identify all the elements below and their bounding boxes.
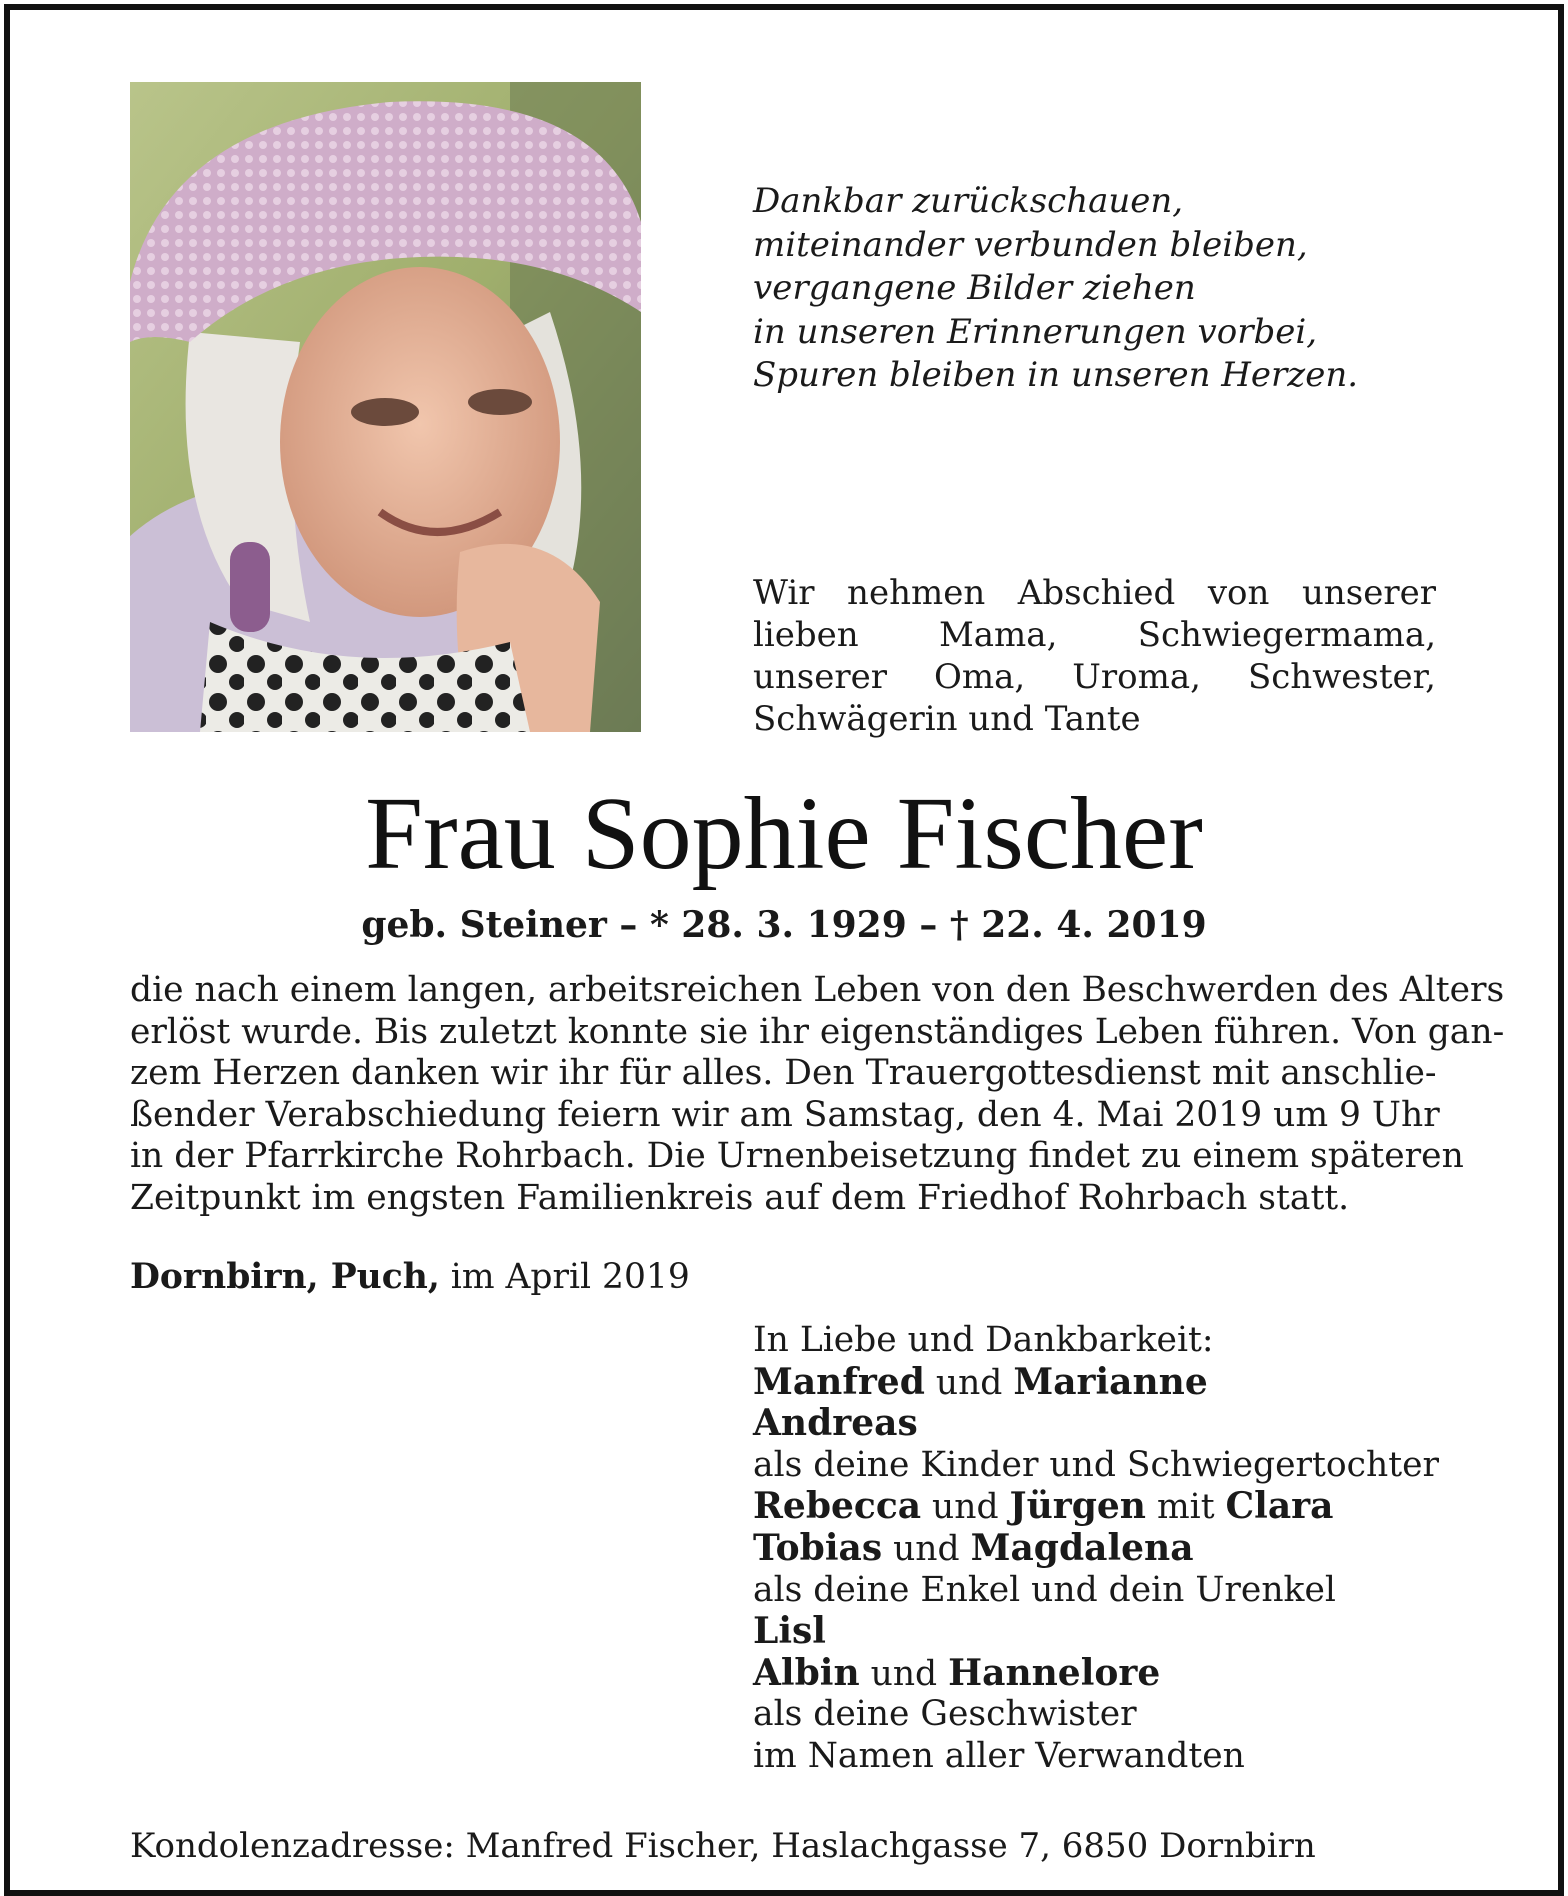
mourner-text: im Namen aller Verwandten <box>753 1735 1245 1776</box>
mourner-text: mit <box>1145 1487 1226 1528</box>
mourner-row <box>753 1694 1453 1736</box>
place-and-date <box>130 1256 690 1298</box>
place-names: Dornbirn, Puch, <box>130 1257 440 1297</box>
poem-line: vergangene Bilder ziehen <box>753 268 1196 308</box>
mourner-text: und <box>882 1528 971 1569</box>
mourner-row <box>753 1528 1453 1570</box>
mourner-name: Marianne <box>1013 1360 1208 1403</box>
mourner-name: Tobias <box>753 1526 883 1569</box>
obituary-line: zem Herzen danken wir ihr für alles. Den Trauergottesdienst mit anschlie- <box>130 1053 1437 1093</box>
date-text: im April 2019 <box>439 1257 690 1297</box>
obituary-line: in der Pfarrkirche Rohrbach. Die Urnenbeisetzung findet zu einem späteren <box>130 1136 1464 1176</box>
poem-line: Dankbar zurückschauen, <box>753 181 1184 221</box>
mourner-row <box>753 1736 1453 1778</box>
mourner-text: als deine Geschwister <box>753 1694 1137 1735</box>
mourner-text: als deine Enkel und dein Urenkel <box>753 1569 1336 1610</box>
mourner-row <box>753 1403 1453 1445</box>
mourner-row <box>753 1570 1453 1612</box>
mourner-row <box>753 1362 1453 1404</box>
condolence-address: Kondolenzadresse: Manfred Fischer, Haslachgasse 7, 6850 Dornbirn <box>130 1826 1316 1866</box>
mourner-name: Magdalena <box>970 1526 1194 1569</box>
birth-death-dates: geb. Steiner – * 28. 3. 1929 – † 22. 4. 2019 <box>361 904 1207 946</box>
mourner-name: Clara <box>1225 1485 1334 1528</box>
obituary-line: erlöst wurde. Bis zuletzt konnte sie ihr eigenständiges Leben führen. Von gan- <box>130 1011 1505 1052</box>
mourner-text: und <box>859 1653 949 1694</box>
mourner-name: Rebecca <box>753 1485 922 1528</box>
mourner-name: Lisl <box>753 1610 826 1653</box>
poem-line: in unseren Erinnerungen vorbei, <box>753 311 1318 352</box>
obituary-line: ßender Verabschiedung feiern wir am Samstag, den 4. Mai 2019 um 9 Uhr <box>130 1094 1440 1135</box>
obituary-text <box>130 970 1505 1219</box>
memorial-poem <box>753 180 1473 398</box>
mourner-row <box>753 1611 1453 1653</box>
portrait-photo <box>130 82 641 732</box>
obituary-line: Zeitpunkt im engsten Familienkreis auf dem Friedhof Rohrbach statt. <box>130 1177 1350 1218</box>
mourner-rows <box>753 1362 1453 1778</box>
mourner-name: Manfred <box>753 1360 925 1403</box>
mourner-row <box>753 1486 1453 1528</box>
mourners-list <box>753 1320 1453 1778</box>
poem-line: Spuren bleiben in unseren Herzen. <box>753 355 1359 395</box>
mourner-name: Andreas <box>753 1402 918 1445</box>
mourner-name: Albin <box>753 1651 860 1694</box>
poem-line: miteinander verbunden bleiben, <box>753 224 1308 265</box>
obituary-line: die nach einem langen, arbeitsreichen Leben von den Beschwerden des Alters <box>130 970 1505 1010</box>
mourner-row <box>753 1445 1453 1487</box>
signoff-heading: In Liebe und Dankbarkeit: <box>753 1320 1214 1360</box>
mourner-text: als deine Kinder und Schwiegertochter <box>753 1444 1439 1485</box>
mourner-name: Hannelore <box>948 1651 1161 1694</box>
farewell-intro: Wir nehmen Abschied von unserer lieben Mama, Schwiegermama, unserer Oma, Uroma, Schwester, Schwägerin und Tante <box>753 573 1436 739</box>
mourner-name: Jürgen <box>1009 1485 1146 1528</box>
deceased-name: Frau Sophie Fischer <box>365 776 1203 891</box>
mourner-text: und <box>924 1362 1014 1403</box>
mourner-row <box>753 1653 1453 1695</box>
mourner-text: und <box>921 1487 1010 1528</box>
